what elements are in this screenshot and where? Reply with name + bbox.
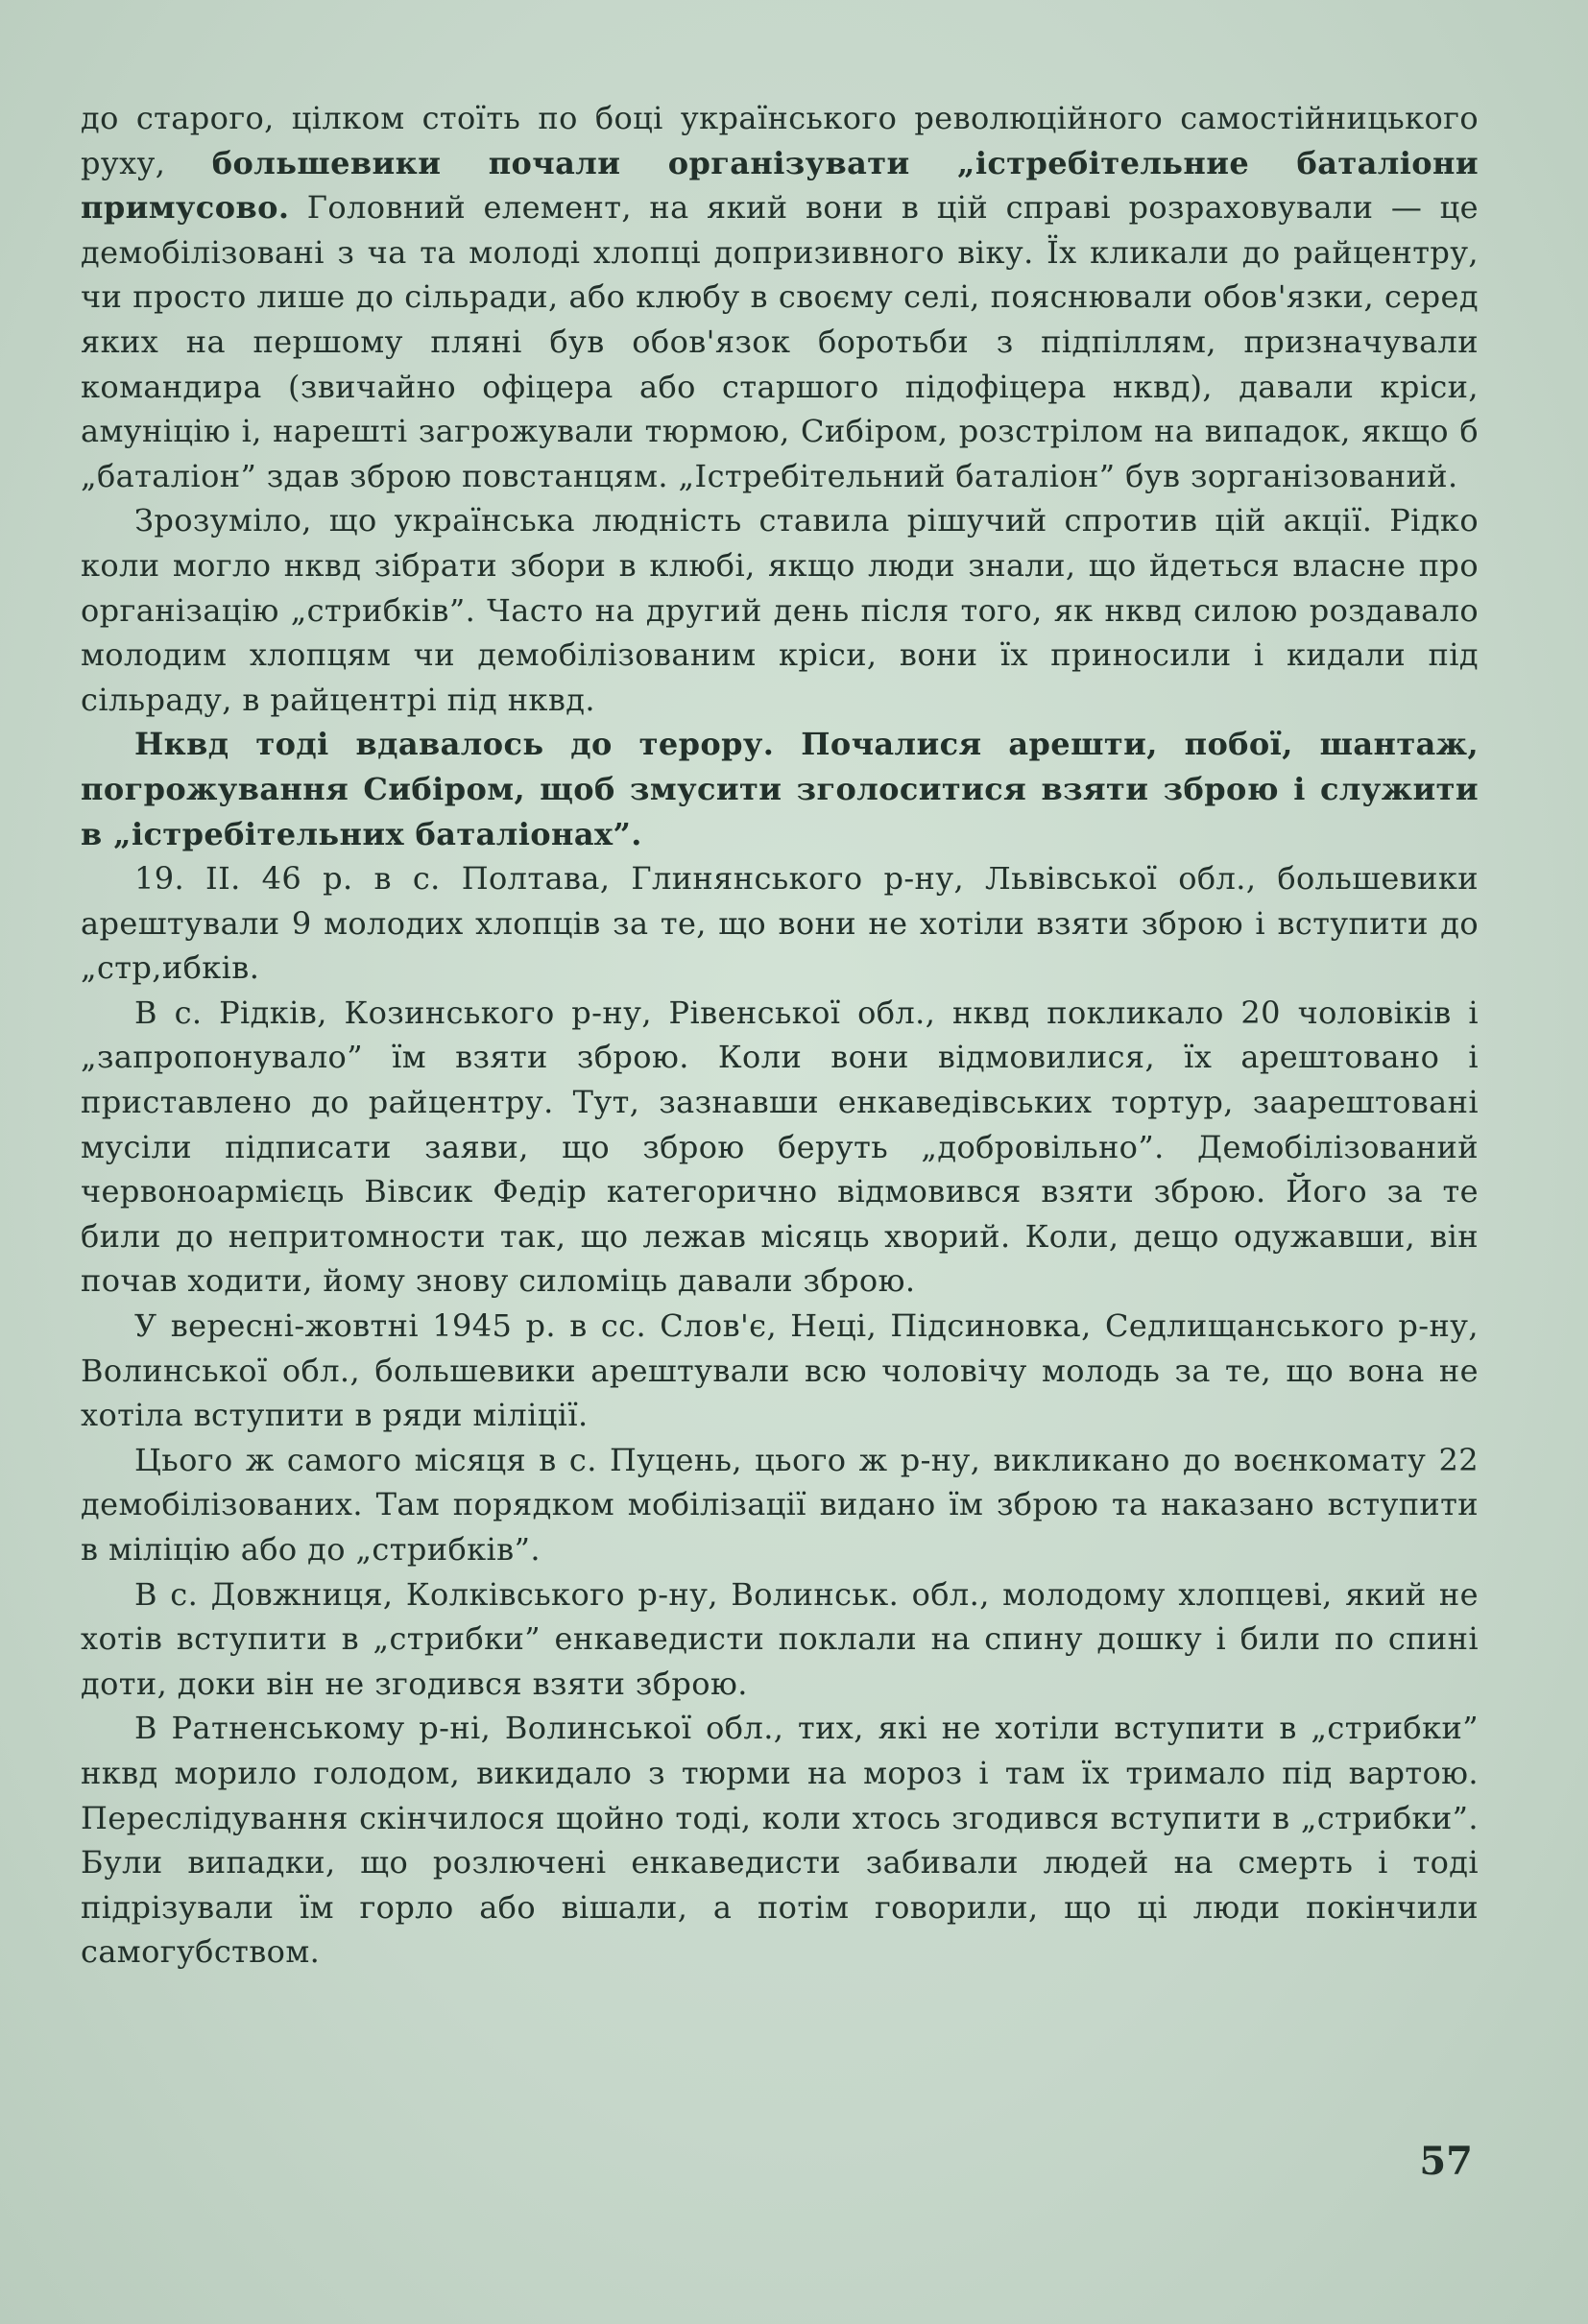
bold-text-run: большевики почали організувати „істребітельние баталіони примусово. — [81, 144, 1479, 227]
text-run: Зрозуміло, що українська людність ставила рішучий спротив цій акції. Рідко коли могло нквд зібрати збори в клюбі, якщо люди знали, що йдеться власне про організацію „стрибків”. Часто на другий день після того, як нквд силою роздавало молодим хлопцям чи демобілізованим кріси, вони їх приносили і кидали під сільраду, в райцентрі під нквд. — [81, 502, 1479, 718]
paragraph — [81, 1572, 1479, 1707]
page-number: 57 — [1419, 2139, 1473, 2184]
paragraph — [81, 1438, 1479, 1572]
paragraph — [81, 722, 1479, 856]
text-run: В с. Рідків, Козинського р-ну, Рівенської обл., нквд покликало 20 чоловіків і „запропонувало” їм взяти зброю. Коли вони відмовилися, їх арештовано і приставлено до райцентру. Тут, зазнавши енкаведівських тортур, заарештовані мусіли підписати заяви, що зброю беруть „добровільно”. Демобілізований червоноармієць Вівсик Федір категорично відмовився взяти зброю. Його за те били до непритомности так, що лежав місяць хворий. Коли, дещо одужавши, він почав ходити, йому знову силоміць давали зброю. — [81, 994, 1479, 1300]
text-run: В Ратненському р-ні, Волинської обл., тих, які не хотіли вступити в „стрибки” нквд морило голодом, викидало з тюрми на мороз і там їх тримало під вартою. Переслідування скінчилося щойно тоді, коли хтось згодився вступити в „стрибки”. Були випадки, що розлючені енкаведисти забивали людей на смерть і тоді підрізували їм горло або вішали, а потім говорили, що ці люди покінчили самогубством. — [81, 1710, 1479, 1971]
paragraph — [81, 96, 1479, 498]
text-run: до старого, цілком стоїть по боці українського революційного самостійницького руху, — [81, 100, 1479, 181]
bold-text-run: Нквд тоді вдавалось до терору. Почалися арешти, побої, шантаж, погрожування Сибіром, щоб змусити зголоситися взяти зброю і служити в „істребітельних баталіонах”. — [81, 726, 1479, 852]
paragraph — [81, 498, 1479, 722]
paragraph — [81, 1304, 1479, 1438]
paragraph — [81, 991, 1479, 1304]
paragraph — [81, 856, 1479, 991]
paragraph — [81, 1706, 1479, 1975]
text-run: В с. Довжниця, Колківського р-ну, Волинськ. обл., молодому хлопцеві, який не хотів вступити в „стрибки” енкаведисти поклали на спину дошку і били по спині доти, доки він не згодився взяти зброю. — [81, 1575, 1479, 1702]
text-run: 19. II. 46 р. в с. Полтава, Глинянського р-ну, Львівської обл., большевики арештували 9 молодих хлопців за те, що вони не хотіли взяти зброю і вступити до „стр,ибків. — [81, 860, 1479, 987]
text-run: У вересні-жовтні 1945 р. в сс. Слов'є, Неці, Підсиновка, Седлищанського р-ну, Волинської обл., большевики арештували всю чоловічу молодь за те, що вона не хотіла вступити в ряди міліції. — [81, 1307, 1479, 1434]
body-text — [81, 96, 1479, 1975]
text-run: Цього ж самого місяця в с. Пуцень, цього ж р-ну, викликано до воєнкомату 22 демобілізованих. Там порядком мобілізації видано їм зброю та наказано вступити в міліцію або до „стрибків”. — [81, 1441, 1479, 1568]
text-run: Головний елемент, на який вони в цій справі розраховували — це демобілізовані з ча та молоді хлопці допризивного віку. Їх кликали до райцентру, чи просто лише до сільради, або клюбу в своєму селі, пояснювали обов'язки, серед яких на першому пляні був обов'язок боротьби з підпіллям, призначували командира (звичайно офіцера або старшого підофіцера нквд), давали кріси, амуніцію і, нарешті загрожували тюрмою, Сибіром, розстрілом на випадок, якщо б „баталіон” здав зброю повстанцям. „Істребітельний баталіон” був зорганізований. — [81, 189, 1479, 494]
